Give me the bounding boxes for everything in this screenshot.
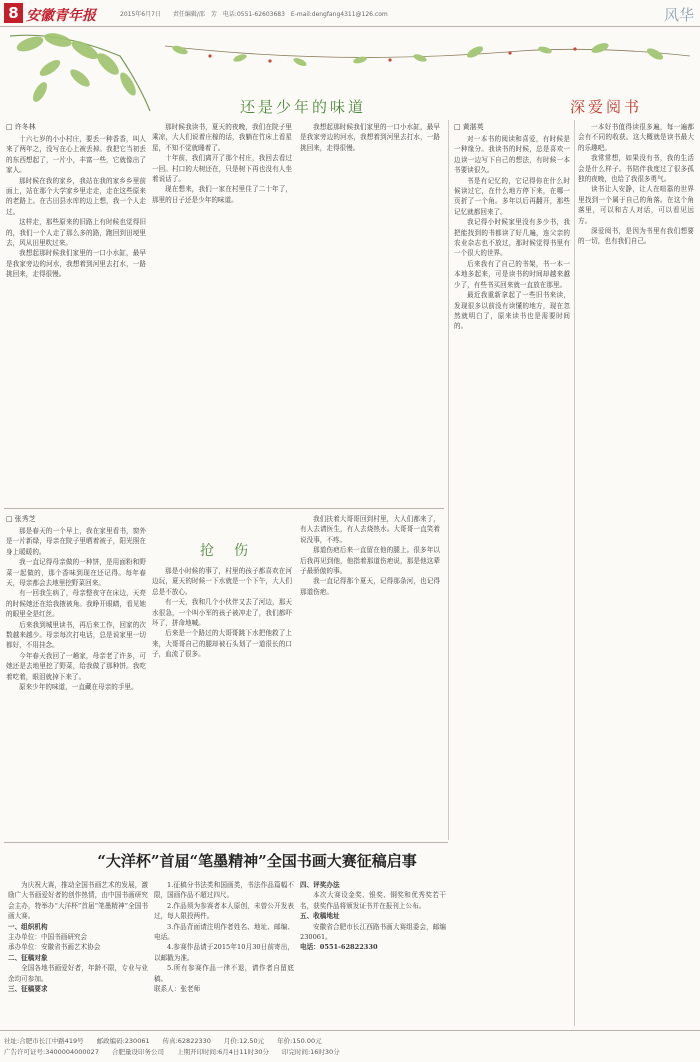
middle-paragraph: 我一直记得那个夏天，记得那条河，也记得那道伤疤。 bbox=[300, 577, 440, 596]
notice-col-1 bbox=[8, 880, 148, 1028]
masthead bbox=[0, 0, 700, 27]
middle-paragraph: 那道伤疤后来一直留在他的腿上。很多年以后我再见到他，他指着那道伤疤说，那是他这辈子最骄傲的事。 bbox=[300, 546, 440, 576]
right-paragraph: 书是有记忆的，它记得你在什么时候读过它，在什么地方停下来，在哪一页折了一个角。多年以后再翻开，那些记忆就都回来了。 bbox=[454, 176, 570, 216]
notice-line: 主办单位：中国书画研究会 bbox=[8, 933, 88, 942]
essay2-paragraph: 有一回我生病了，母亲整夜守在床边，天亮的时候她还在给我掖被角。我睁开眼睛，看见她的眼里全是红丝。 bbox=[6, 589, 146, 619]
essay1-paragraph: 十年前，我们离开了那个村庄，我回去看过一回。村口的大树还在，只是树下再也没有人坐着说话了。 bbox=[152, 154, 292, 184]
notice-col-2 bbox=[154, 880, 294, 1028]
section-divider bbox=[4, 508, 444, 509]
left-column-title: 还是少年的味道 bbox=[240, 98, 367, 116]
notice-line: 三、征稿要求 bbox=[8, 985, 48, 994]
notice-line: 五、收稿地址 bbox=[300, 912, 340, 921]
essay1-paragraph: 现在想来，我们一家在村里住了二十年了，那里的日子还是少年的味道。 bbox=[152, 185, 292, 204]
notice-line: 四、评奖办法 bbox=[300, 881, 340, 889]
essay2-paragraph: 后来我到城里读书，再后来工作，回家的次数越来越少。母亲每次打电话，总是说家里一切都好，不用挂念。 bbox=[6, 620, 146, 650]
right-paragraph: 一本好书值得读很多遍，每一遍都会有不同的收获。这大概就是读书最大的乐趣吧。 bbox=[578, 123, 694, 152]
notice-line: 联系人：张老师 bbox=[154, 985, 201, 994]
middle-column-title: 抢 伤 bbox=[200, 543, 251, 559]
notice-title: “大洋杯”首届“笔墨精神”全国书画大赛征稿启事 bbox=[97, 852, 417, 870]
left-essay-col-c bbox=[300, 122, 440, 502]
middle-paragraph: 我们扶着大哥哥回到村里，大人们都来了，有人去请医生，有人去烧热水。大哥哥一直笑着说没事，不疼。 bbox=[300, 515, 440, 544]
right-paragraph: 深爱阅书，是因为书里有我们想要的一切，也有我们自己。 bbox=[578, 227, 694, 246]
paper-name: 安徽青年报 bbox=[26, 8, 96, 24]
essay1-paragraph: 这样走，那些原来的旧路上有时候也觉得旧的，我们一个人走了那么多的路，跑回到田埂里去，风从田里吹过来。 bbox=[6, 218, 146, 248]
notice-line: 本次大赛设金奖、银奖、铜奖和优秀奖若干名，获奖作品将颁发证书并在报刊上公布。 bbox=[300, 891, 446, 910]
masthead-info: 2015年6月7日 责任编辑/邵 芳 电话:0551-62603683 E-mail:dengfang4311@126.com bbox=[120, 11, 388, 18]
middle-paragraph: 后来是一个路过的大哥哥跳下水把他救了上来，大哥哥自己的腿却被石头划了一道很长的口子，血流了很多。 bbox=[152, 629, 292, 659]
footer-line-1: 社址:合肥市长江中路419号 邮政编码:230061 传真:62822330 月价:12.50元 年价:150.00元 bbox=[4, 1037, 322, 1045]
essay1-author: □ 许冬林 bbox=[6, 122, 146, 132]
right-paragraph: 读书让人安静，让人在喧嚣的世界里找到一个属于自己的角落。在这个角落里，可以和古人对话，可以看见远方。 bbox=[578, 185, 694, 225]
essay1-paragraph: 我想起那时候我们家里的一口小水缸，最早是我家旁边的河水，我想着到河里去打水，一路挑回来，走得很慢。 bbox=[300, 123, 440, 152]
essay1-paragraph: 那时候在我的家乡，我站在我的家乡乡里前面上，站在那个大学家乡里走走，走在这些原来的老路上。在古田县水库的边上想，我一个人走过。 bbox=[6, 176, 146, 216]
right-paragraph: 后来我有了自己的书架，书一本一本地多起来，可是读书的时间却越来越少了，有些书买回来就一直放在那里。 bbox=[454, 259, 570, 289]
right-author: □ 黄湛英 bbox=[454, 122, 570, 132]
notice-line: 4.参赛作品请于2015年10月30日前寄出，以邮戳为准。 bbox=[154, 943, 294, 962]
notice-line: 为庆祝大赛，推动全国书画艺术的发展，激励广大书画爱好者的创作热情，由中国书画研究会主办，特举办“大洋杯”首届“笔墨精神”全国书画大赛。 bbox=[8, 881, 148, 921]
essay1-paragraph: 那时候我读书，夏天的夜晚，我们在院子里乘凉，大人们说着庄稼的话，我躺在竹床上看星星，不知不觉就睡着了。 bbox=[152, 123, 292, 152]
column-divider bbox=[448, 120, 449, 840]
notice-line: 1.征稿分书法类和国画类，书法作品篇幅不限，国画作品不超过四尺。 bbox=[154, 881, 294, 900]
right-column-title: 深爱阅书 bbox=[570, 98, 643, 116]
essay2-paragraph: 那是春天的一个早上，我在家里看书，窗外是一片新绿，母亲在院子里晒着被子，阳光照在身上暖暖的。 bbox=[6, 527, 146, 556]
right-paragraph: 我常常想，如果没有书，我的生活会是什么样子。书陪伴我度过了很多孤独的夜晚，也给了我很多勇气。 bbox=[578, 154, 694, 184]
notice-line: 2.作品须为参赛者本人原创，未曾公开发表过，每人限投两件。 bbox=[154, 901, 294, 921]
notice-line: 全国各地书画爱好者，年龄不限，专业与业余均可参加。 bbox=[8, 964, 148, 983]
left-essay-col-a bbox=[6, 122, 146, 502]
essay1-paragraph: 我想起那时候我们家里的一口小水缸，最早是我家旁边的河水，我想着到河里去打水，一路挑回来，走得很慢。 bbox=[6, 249, 146, 279]
middle-essay-col-a bbox=[152, 566, 292, 840]
right-col-a bbox=[454, 122, 570, 1022]
middle-essay-col-b bbox=[300, 514, 440, 840]
footer-divider bbox=[0, 1030, 700, 1031]
essay2-author: □ 张秀芝 bbox=[6, 514, 146, 524]
right-paragraph: 对一本书的阅读和喜爱，有时候是一种缘分。我读书的时候，总是喜欢一边读一边写下自己的想法，有时候一本书要读很久。 bbox=[454, 135, 570, 175]
notice-line: 承办单位：安徽省书画艺术协会 bbox=[8, 943, 101, 952]
middle-paragraph: 那是小时候的事了，村里的孩子都喜欢在河边玩，夏天的时候一下水就是一个下午，大人们总是不放心。 bbox=[152, 567, 292, 596]
notice-line: 电话：0551-62822330 bbox=[300, 943, 378, 952]
notice-line: 5.所有参赛作品一律不退，请作者自留底稿。 bbox=[154, 964, 294, 983]
notice-line: 二、征稿对象 bbox=[8, 953, 48, 962]
notice-divider bbox=[4, 842, 448, 843]
essay2-paragraph: 今年春天我回了一趟家，母亲老了许多，可她还是去地里挖了野菜，给我做了那种饼。我吃着吃着，眼泪就掉下来了。 bbox=[6, 651, 146, 681]
column-divider bbox=[574, 120, 575, 1026]
right-paragraph: 最近我重新拿起了一些旧书来读，发现很多以前没有读懂的地方，现在忽然就明白了，原来读书也是需要时间的。 bbox=[454, 291, 570, 331]
essay2-paragraph: 我一直记得母亲做的一种饼，是用面粉和野菜一起做的，那个香味到现在还记得。每年春天，母亲都会去地里挖野菜回来。 bbox=[6, 558, 146, 588]
notice-col-3 bbox=[300, 880, 446, 1028]
notice-line: 一、组织机构 bbox=[8, 922, 48, 931]
left-essay-col-b bbox=[152, 122, 292, 502]
essay2-paragraph: 原来少年的味道，一直藏在母亲的手里。 bbox=[19, 683, 138, 692]
notice-line: 3.作品背面请注明作者姓名、地址、邮编、电话。 bbox=[154, 922, 294, 942]
middle-paragraph: 有一天，我和几个小伙伴又去了河边，那天水很急，一个叫小军的孩子被冲走了，我们都吓坏了，拼命地喊。 bbox=[152, 598, 292, 628]
essay1-paragraph: 十六七岁的小小村庄，要丢一种香香，叫人来了两年之，没写在心上被丢掉。我把它当初丢的东西想起了，一片小，丰富一些，它就像出了家人。 bbox=[6, 135, 146, 175]
footer bbox=[0, 1032, 700, 1062]
notice-line: 安徽省合肥市长江西路书画大赛组委会，邮编230061。 bbox=[300, 922, 446, 942]
page-number: 8 bbox=[4, 3, 23, 23]
section-tag: 风华 bbox=[663, 6, 694, 24]
right-paragraph: 我记得小时候家里没有多少书，我把能找到的书都读了好几遍，连父亲的农业杂志也不放过，那时候觉得书里有一个很大的世界。 bbox=[454, 218, 570, 258]
footer-line-2: 广告许可证号:3400004000027 合肥量设印务公司 上期开印时间:6月4日11时30分 印完时间:16时30分 bbox=[4, 1048, 340, 1056]
left-essay2-col-a bbox=[6, 514, 146, 840]
right-col-b bbox=[578, 122, 694, 1022]
